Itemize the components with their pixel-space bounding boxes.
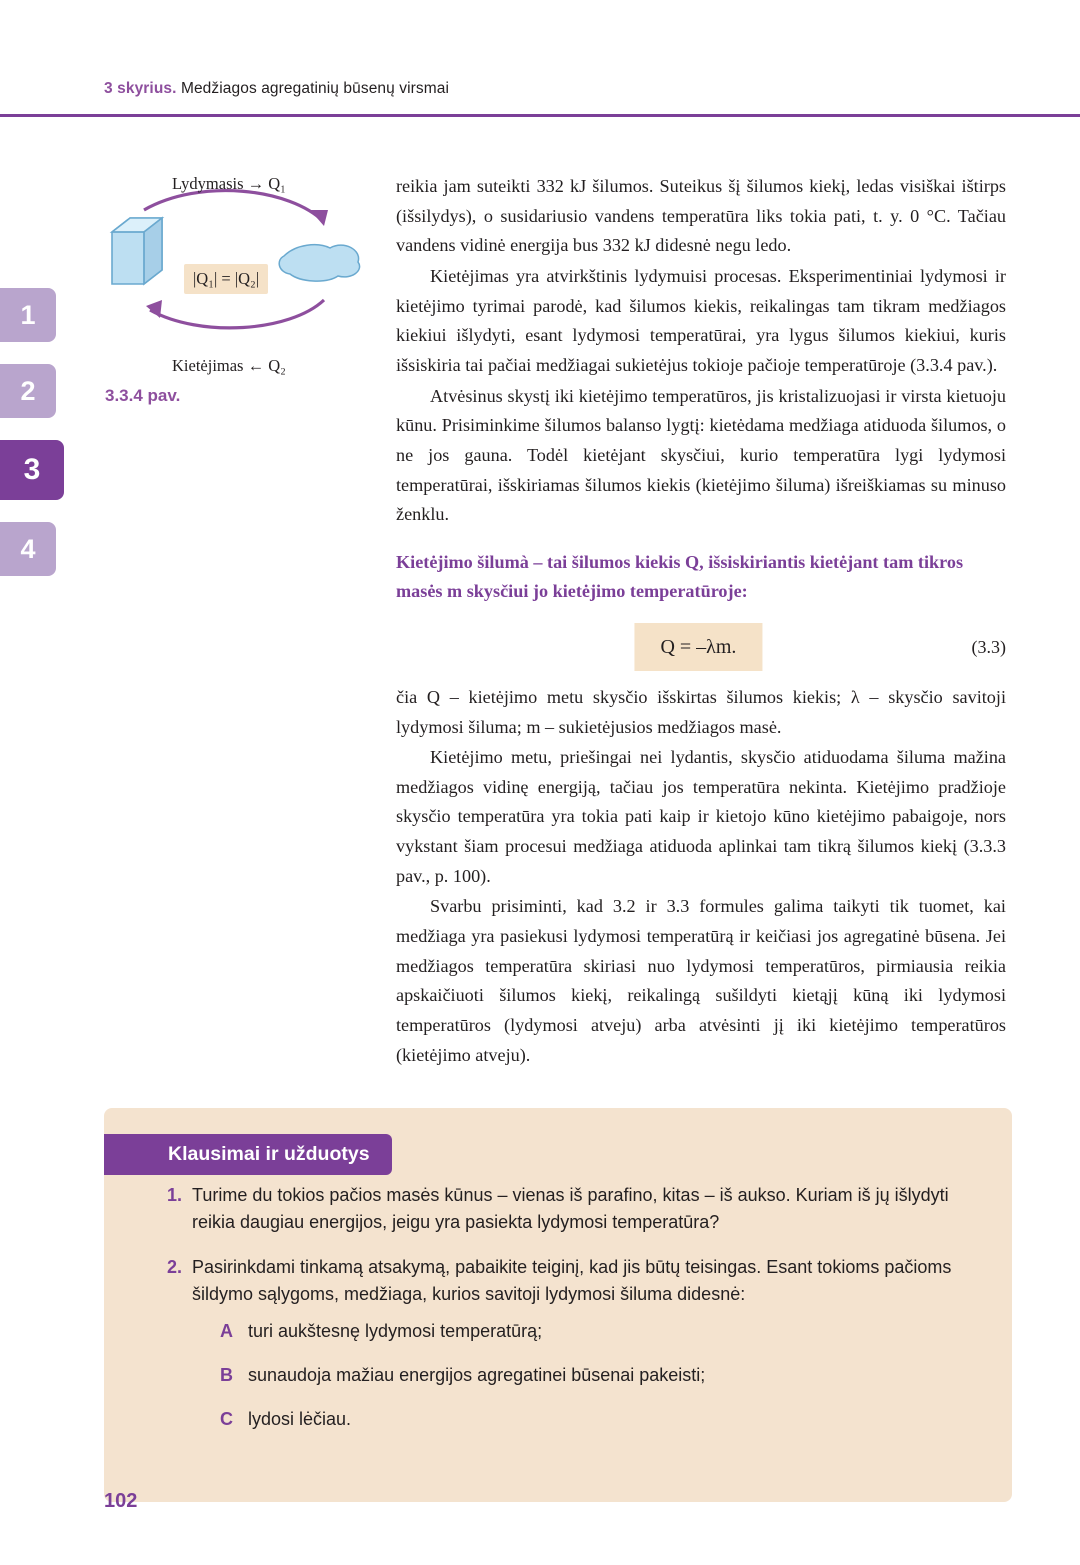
solidification-arrow-icon [146,300,324,328]
paragraph-1: reikia jam suteikti 332 kJ šilumos. Suteikus šį šilumos kiekį, ledas visiškai ištirps (išsilydys), o susidariusio vandens temperatūra liks tokia pati, t. y. 0 °C. Tačiau vandens vidinė energija bus 332 kJ didesnė negu ledo. [396,176,1006,256]
questions-box-title: Klausimai ir užduotys [104,1134,392,1175]
sidebar-item-chapter-1[interactable] [0,288,56,342]
option-letter: A [220,1321,233,1341]
list-item [150,1182,966,1236]
figure-label-melting: Lydymasis → Q₁ [172,174,286,193]
sidebar-item-chapter-2[interactable] [0,364,56,418]
option-text: lydosi lėčiau. [248,1409,352,1429]
page-number: 102 [104,1490,138,1512]
question-text: Pasirinkdami tinkamą atsakymą, pabaikite teiginį, kad jis būtų teisingas. Esant tokioms pačioms šildymo sąlygoms, medžiaga, kurios savitoji lydymosi šiluma didesnė: [192,1257,952,1304]
sidebar-item-chapter-3[interactable] [0,440,64,500]
question-number: 2. [166,1257,182,1277]
water-puddle-icon [279,245,359,281]
tab-label: 3 [23,453,41,486]
definition-text: Kietėjimo šilumà – tai šilumos kiekis Q, išsiskiriantis kietėjant tam tikros masės m skysčiui jo kietėjimo temperatūroje: [396,551,964,602]
tab-label: 1 [20,299,36,330]
list-item [150,1254,966,1450]
answer-options [220,1318,966,1433]
paragraph-4: čia Q – kietėjimo metu skysčio išskirtas šilumos kiekis; λ – skysčio savitoji lydymosi šiluma; m – sukietėjusios medžiagos masė. [396,686,1006,737]
chapter-title: Medžiagos agregatinių būsenų virsmai [176,80,450,97]
running-header [104,80,449,98]
question-number: 1. [166,1185,182,1205]
chapter-tabs [0,288,60,598]
chapter-number: 3 skyrius. [104,80,177,97]
paragraph-2: Kietėjimas yra atvirkštinis lydymuisi procesas. Eksperimentiniai lydymosi ir kietėjimo tyrimai parodė, kad šilumos kiekis, reikalingas tam tikram medžiagos kiekiui išlydyti, esant lydymosi temperatūrai, yra lygus šilumos kiekiui, kuris išsiskiria tai pačiai medžiagai sukietėjus tokioje pačioje temperatūroje (3.3.4 pav.). [396,265,1006,375]
header-divider [0,114,1080,117]
question-text: Turime du tokios pačios masės kūnus – vienas iš parafino, kitas – iš aukso. Kuriam iš jų išlydyti reikia daugiau energijos, jeigu yra pasiekta lydymosi temperatūra? [192,1185,949,1232]
option-c[interactable] [220,1406,966,1433]
formula-3-3: Q = –λm. [634,623,762,672]
melting-arrow-icon [144,191,328,226]
figure-label-solidification: Kietėjimas ← Q₂ [172,356,286,375]
main-text-column [396,172,1006,1070]
option-a[interactable] [220,1318,966,1345]
option-text: turi aukštesnę lydymosi temperatūrą; [248,1321,543,1341]
option-text: sunaudoja mažiau energijos agregatinei būsenai pakeisti; [248,1365,706,1385]
formula-number: (3.3) [971,636,1006,657]
formula-row [396,623,1006,667]
tab-label: 4 [20,533,36,564]
figure-caption: 3.3.4 pav. [105,386,181,405]
option-b[interactable] [220,1362,966,1389]
option-letter: C [220,1409,233,1429]
paragraph-5: Kietėjimo metu, priešingai nei lydantis, skysčio atiduodama šiluma mažina medžiagos vidinę energiją, tačiau jos temperatūra nekinta. Kietėjimo pradžioje skysčio temperatūra yra tokia pati kaip ir kietojo kūno kietėjimo pabaigoje, nors vykstant šiam procesui medžiaga atiduoda aplinkai tam tikrą šilumos kiekį (3.3.3 pav., p. 100). [396,747,1006,886]
tab-label: 2 [20,375,36,406]
paragraph-3: Atvėsinus skystį iki kietėjimo temperatūros, jis kristalizuojasi ir virsta kietuoju kūnu. Prisiminkime šilumos balanso lygtį: kietėdama medžiaga atiduoda šilumos, o ne jos gauna. Todėl kietėjant skysčiui, kurio temperatūra lygi lydymosi temperatūrai, išskiriamas šilumos kiekis (kietėjimo šiluma) išreiškiamas su minuso ženklu. [396,385,1006,525]
paragraph-6: Svarbu prisiminti, kad 3.2 ir 3.3 formules galima taikyti tik tuomet, kai medžiaga yra pasiekusi lydymosi temperatūrą ir keičiasi jos agregatinė būsena. Jei medžiagos temperatūra skiriasi nuo lydymosi temperatūros, pirmiausia reikia apskaičiuoti šilumos kiekį, reikalingą sušildyti kietąjį kūną iki lydymosi temperatūros (lydymosi atveju) arba atvėsinti jį iki kietėjimo temperatūros (kietėjimo atveju). [396,896,1006,1065]
figure-equation: |Q₁| = |Q₂| [184,264,268,294]
option-letter: B [220,1365,233,1385]
sidebar-item-chapter-4[interactable] [0,522,56,576]
ice-cube-icon [112,218,162,284]
